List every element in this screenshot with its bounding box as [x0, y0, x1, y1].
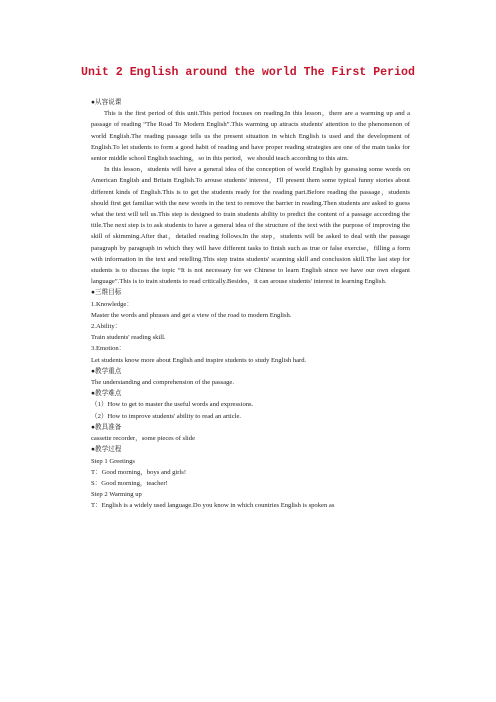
line-item: ●教具准备	[91, 423, 122, 431]
document-body	[91, 97, 410, 512]
line-item: 1.Knowledge：	[91, 300, 133, 308]
line-item: （1）How to get to master the useful words and expressions.	[91, 401, 254, 409]
line-item: Step 1 Greetings	[91, 457, 135, 465]
line-item: 2.Ability：	[91, 323, 122, 331]
line-item: ●教学过程	[91, 446, 122, 454]
line-item: ●三维目标	[91, 289, 122, 297]
line-item: cassette recorder，some pieces of slide	[91, 435, 195, 443]
line-item: T：English is a widely used language.Do you know in which countries English is spoken as	[91, 502, 335, 510]
page-title: Unit 2 English around the world The First Period	[81, 66, 415, 79]
line-item: ●教学难点	[91, 390, 122, 398]
line-item: The understanding and comprehension of the passage.	[91, 379, 235, 387]
line-item: Step 2 Warming up	[91, 491, 142, 499]
line-item: Let students know more about English and inspire students to study English hard.	[91, 356, 307, 364]
line-item: T：Good morning，boys and girls!	[91, 468, 187, 476]
line-item: ●教学重点	[91, 367, 122, 375]
line-item: S：Good morning，teacher!	[91, 479, 168, 487]
line-item: 3.Emotion：	[91, 345, 126, 353]
line-item: Master the words and phrases and get a view of the road to modern English.	[91, 311, 292, 319]
line-item: Train students' reading skill.	[91, 334, 166, 342]
body-paragraph: In this lesson，students will have a general idea of the conception of world English by guessing some words on American English and Britain English.To arouse students' interest，I'll present them some typical funny stories about different kinds of English.This is to get the students ready for the reading part.Before reading the passage，students should first get familiar with the new words in the text to remove the barrier in reading.Then students are asked to guess what the text will tell us.This step is designed to train students ability to predict the content of a passage according the title.The next step is to ask students to have a general idea of the structure of the text with the purpose of improving the skill of skimming.After that，detailed reading follows.In the step，students will be asked to deal with the passage paragraph by paragraph in which they will have different tasks to finish such as true or false exercise，filling a form with information in the text and retelling.This step trains students' scanning skill and conclusion skill.The last step for students is to discuss the topic “It is not necessary for we Chinese to learn English since we have our own elegant language”.This is to train students to read critically.Besides，it can arouse students' interest in learning English.	[91, 166, 410, 286]
body-paragraph: This is the first period of this unit.This period focuses on reading.In this lesson，there are a warming up and a passage of reading “The Road To Modern English”.This warming up attracts students' attention to the phenomenon of world English.The reading passage tells us the present situation in which English is used and the development of English.To let students to form a good habit of reading and have proper reading strategies are one of the main tasks for senior middle school English teaching，so in this period，we should teach according to this aim.	[91, 110, 410, 163]
line-item: ●从容说课	[91, 99, 122, 106]
line-item: （2）How to improve students' ability to read an article.	[91, 412, 242, 420]
